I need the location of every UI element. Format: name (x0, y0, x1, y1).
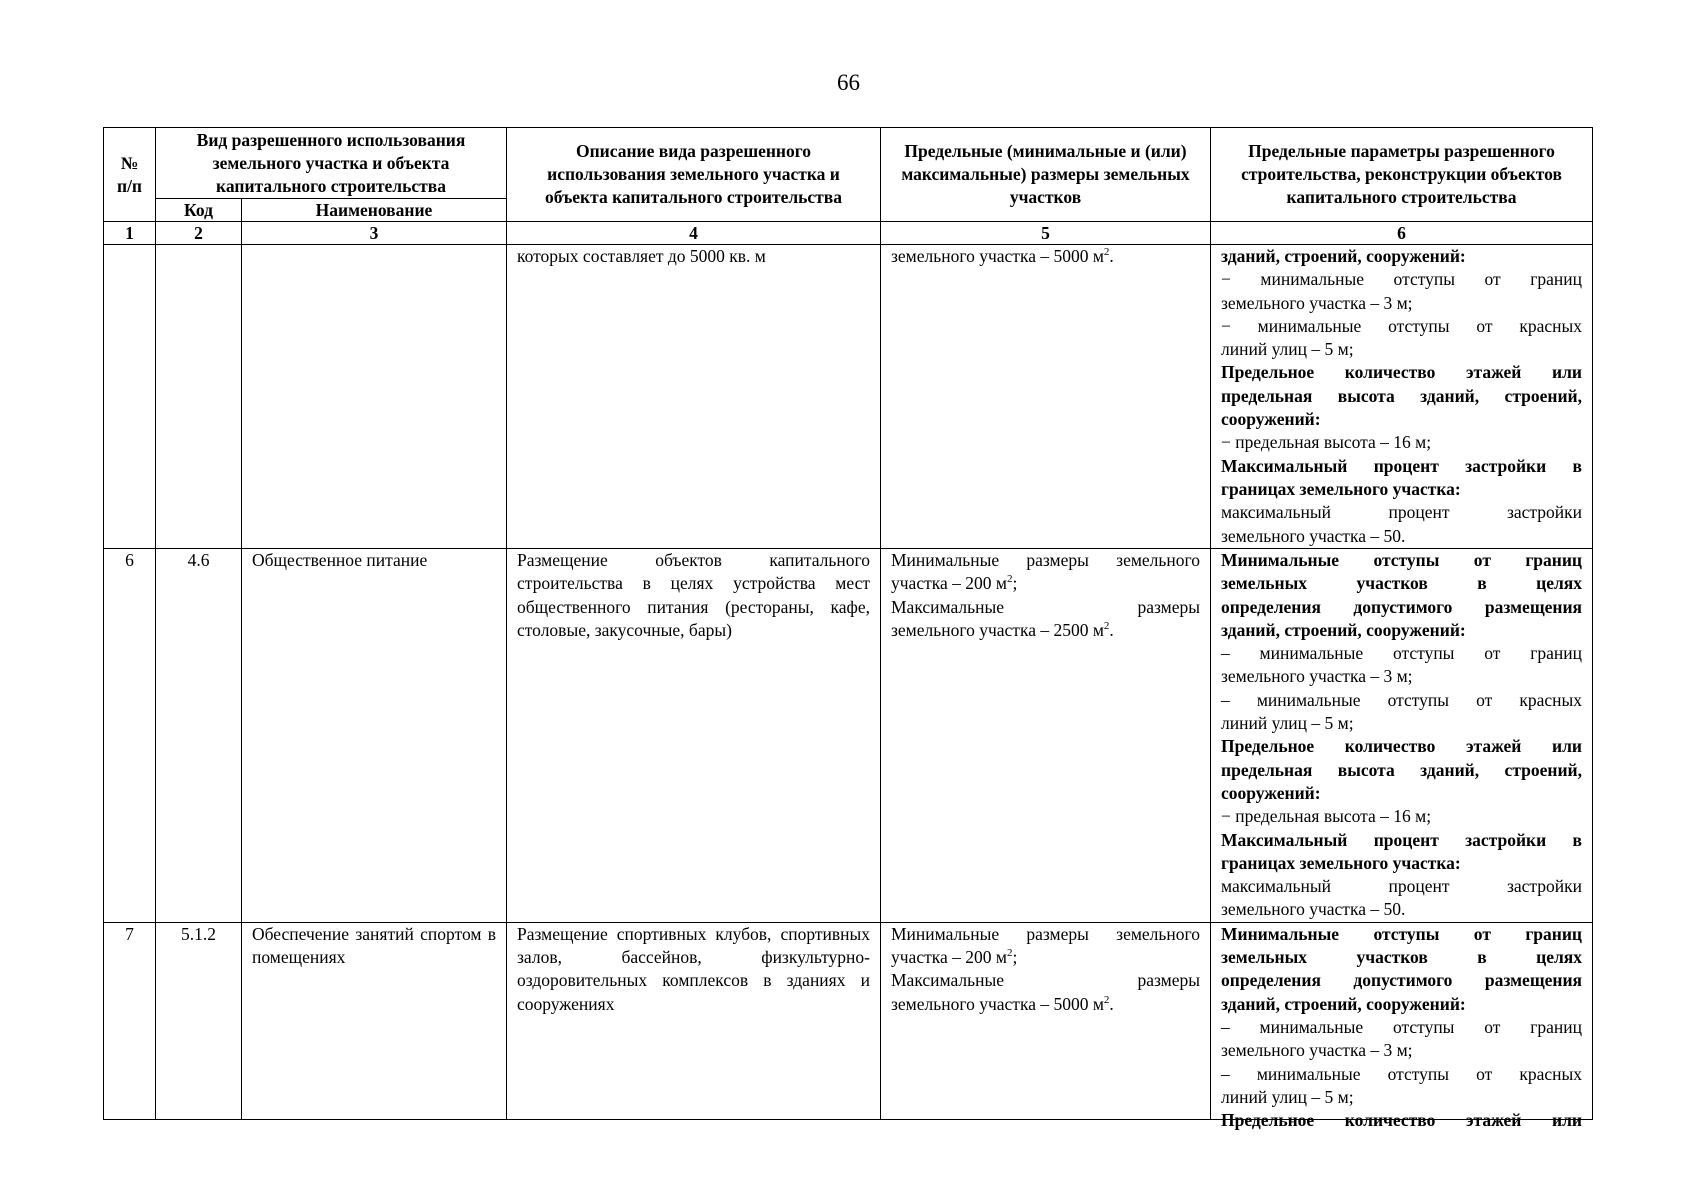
row-description: Размещение объектов капитального строительства в целях устройства мест общественного питания (рестораны, кафе, столовые, закусочные, бары) (507, 549, 881, 923)
column-number: 1 (104, 222, 156, 245)
table-row (104, 922, 1593, 1119)
row-code (156, 245, 242, 549)
row-code: 4.6 (156, 549, 242, 923)
header-code: Код (156, 199, 242, 222)
table-row (104, 549, 1593, 923)
row-num (104, 245, 156, 549)
row-num: 6 (104, 549, 156, 923)
row-code: 5.1.2 (156, 922, 242, 1119)
row-num: 7 (104, 922, 156, 1119)
column-numbers-row (104, 222, 1593, 245)
table-row (104, 245, 1593, 549)
header-num: № п/п (104, 128, 156, 222)
row-description: Размещение спортивных клубов, спортивных залов, бассейнов, физкультурно-оздоровительных комплексов в зданиях и сооружениях (507, 922, 881, 1119)
land-use-table (103, 127, 1593, 1131)
row-name: Обеспечение занятий спортом в помещениях (242, 922, 507, 1119)
column-number: 5 (881, 222, 1211, 245)
column-number: 2 (156, 222, 242, 245)
column-number: 4 (507, 222, 881, 245)
header-sizes: Предельные (минимальные и (или) максимальные) размеры земельных участков (881, 128, 1211, 222)
row-params: зданий, строений, сооружений: − минимальные отступы от границ земельного участка – 3 м; − минимальные отступы от красных линий улиц – 5 м; Предельное количество этажей или предельная высота зданий, строений, сооружений: − предельная высота – 16 м; Максимальный процент застройки в границах земельного участка: максимальный процент застройки земельного участка – 50. (1211, 245, 1593, 549)
header-params: Предельные параметры разрешенного строительства, реконструкции объектов капитального строительства (1211, 128, 1593, 222)
row-name (242, 245, 507, 549)
header-name: Наименование (242, 199, 507, 222)
page-number: 66 (837, 70, 860, 95)
row-params: Минимальные отступы от границ земельных участков в целях определения допустимого размещения зданий, строений, сооружений: – минимальные отступы от границ земельного участка – 3 м; – минимальные отступы от красных линий улиц – 5 м; Предельное количество этажей или предельная высота зданий, строений, сооружений: − предельная высота – 16 м; Максимальный процент застройки в границах земельного участка: максимальный процент застройки земельного участка – 50. (1211, 549, 1593, 923)
header-row (104, 128, 1593, 199)
row-sizes: Минимальные размеры земельного участка – 200 $м^2$; Максимальные размеры земельного участка – 5000 $м^2$. (881, 922, 1211, 1119)
row-params: Минимальные отступы от границ земельных участков в целях определения допустимого размещения зданий, строений, сооружений: – минимальные отступы от границ земельного участка – 3 м; – минимальные отступы от красных линий улиц – 5 м; Предельное количество этажей или (1211, 922, 1593, 1119)
header-type-group: Вид разрешенного использования земельного участка и объекта капитального строительства (156, 128, 507, 199)
column-number: 6 (1211, 222, 1593, 245)
row-sizes: земельного участка – 5000 $м^2$. (881, 245, 1211, 549)
row-sizes: Минимальные размеры земельного участка – 200 $м^2$; Максимальные размеры земельного участка – 2500 $м^2$. (881, 549, 1211, 923)
header-description: Описание вида разрешенного использования земельного участка и объекта капитального строительства (507, 128, 881, 222)
column-number: 3 (242, 222, 507, 245)
row-name: Общественное питание (242, 549, 507, 923)
row-description: которых составляет до 5000 кв. м (507, 245, 881, 549)
